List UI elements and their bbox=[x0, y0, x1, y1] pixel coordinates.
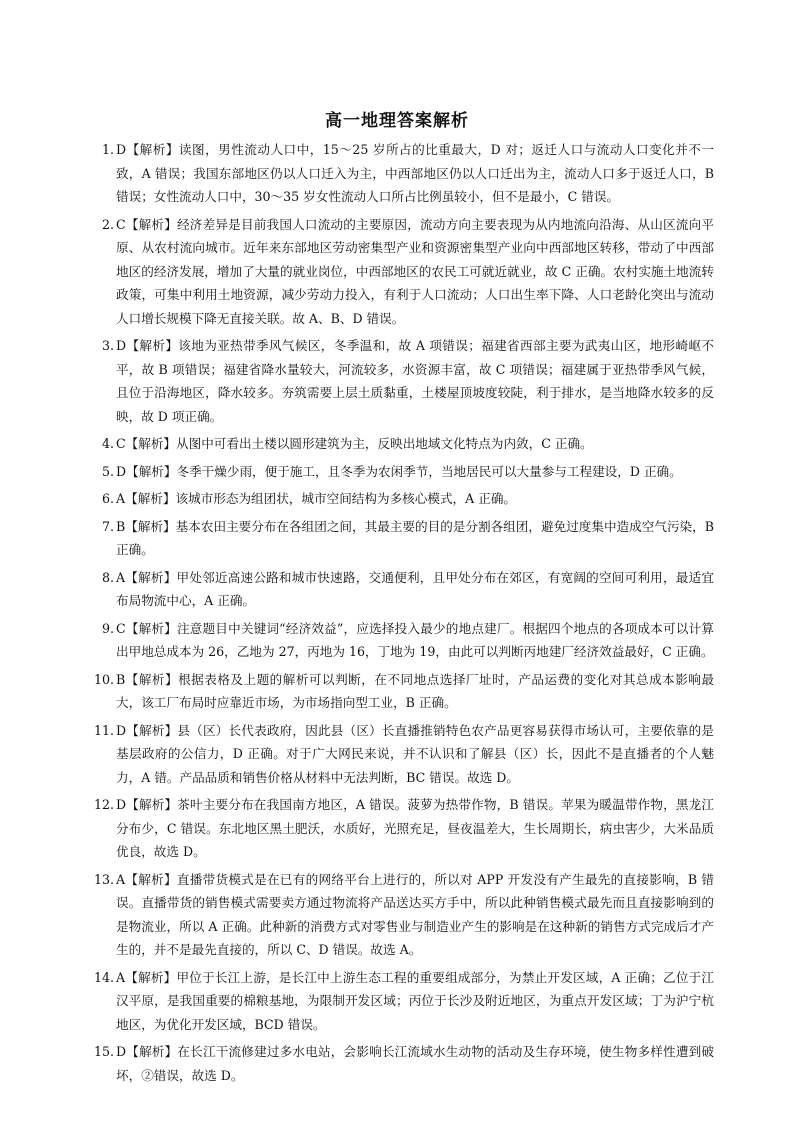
item-number: 15. bbox=[93, 1044, 114, 1059]
item-text: B【解析】根据表格及上题的解析可以判断，在不同地点选择厂址时，产品运费的变化对其总成本影响最大，该工厂布局时应靠近市场，为市场指向型工业，B 正确。 bbox=[116, 671, 714, 710]
item-number: 2. bbox=[101, 216, 114, 232]
item-text: D【解析】在长江干流修建过多水电站，会影响长江流域水生动物的活动及生存环境，使生物多样性遭到破坏，②错误，故选 D。 bbox=[116, 1044, 714, 1083]
item-number: 12. bbox=[93, 797, 114, 812]
answer-item-5 bbox=[84, 460, 714, 484]
answer-item-10 bbox=[84, 668, 714, 715]
item-text: D【解析】该地为亚热带季风气候区，冬季温和，故 A 项错误；福建省西部主要为武夷山区，地形崎岖不平，故 B 项错误；福建省降水量较大，河流较多，水资源丰富，故 C 项错误；福建属于亚热带季风气候，且位于沿海地区，降水较多。夯筑需要上层土质黏重，土楼屋顶坡度较陡，利于排水，是当地降水较多的反映，故 D 项正确。 bbox=[116, 338, 714, 424]
answer-item-12 bbox=[84, 793, 714, 864]
item-text: D【解析】茶叶主要分布在我国南方地区，A 错误。菠萝为热带作物，B 错误。苹果为暖温带作物，黑龙江分布少，C 错误。东北地区黑土肥沃，水质好，光照充足，昼夜温差大，生长周期长，病虫害少，大米品质优良，故选 D。 bbox=[116, 797, 714, 859]
answer-item-8 bbox=[84, 566, 714, 613]
page-title: 高一地理答案解析 bbox=[325, 111, 469, 131]
answer-item-9 bbox=[84, 617, 714, 664]
item-number: 7. bbox=[101, 518, 114, 534]
answer-item-7 bbox=[84, 515, 714, 562]
item-text: A【解析】直播带货模式是在已有的网络平台上进行的，所以对 APP 开发没有产生最先的直接影响，B 错误。直播带货的销售模式需要卖方通过物流将产品送达买方手中，所以此种销售模式最先而且直接影响到的是物流业，所以 A 正确。此种新的消费方式对零售业与制造业产生的影响是在这种新的销售方式完成后才产生的，并不是最先直接的，所以 C、D 错误。故选 A。 bbox=[116, 871, 714, 957]
item-text: C【解析】经济差异是目前我国人口流动的主要原因，流动方向主要表现为从内地流向沿海、从山区流向平原、从农村流向城市。近年来东部地区劳动密集型产业和资源密集型产业向中西部地区转移，带动了中西部地区的经济发展，增加了大量的就业岗位，中西部地区的农民工可就近就业，故 C 正确。农村实施土地流转政策，可集中利用土地资源，减少劳动力投入，有利于人口流动；人口出生率下降、人口老龄化突出与流动人口增长规模下降无直接关联。故 A、B、D 错误。 bbox=[116, 216, 714, 326]
item-number: 8. bbox=[101, 569, 114, 585]
item-number: 14. bbox=[93, 969, 114, 985]
answer-item-11 bbox=[84, 719, 714, 790]
item-text: D【解析】县（区）长代表政府，因此县（区）长直播推销特色农产品更容易获得市场认可，主要依靠的是基层政府的公信力，D 正确。对于广大网民来说，并不认识和了解县（区）长，因此不是直播者的个人魅力，A 错。产品品质和销售价格从材料中无法判断，BC 错误。故选 D。 bbox=[116, 722, 714, 785]
item-number: 11. bbox=[93, 722, 114, 738]
item-text: A【解析】甲处邻近高速公路和城市快速路，交通便利，且甲处分布在郊区，有宽阔的空间可利用，最适宜布局物流中心，A 正确。 bbox=[116, 569, 714, 608]
item-number: 9. bbox=[101, 620, 114, 636]
item-number: 1. bbox=[101, 142, 114, 157]
item-text: B【解析】基本农田主要分布在各组团之间，其最主要的目的是分割各组团，避免过度集中造成空气污染，B 正确。 bbox=[116, 518, 714, 557]
answer-item-4 bbox=[84, 432, 714, 456]
item-number: 5. bbox=[101, 463, 114, 479]
item-text: D【解析】冬季干燥少雨，便于施工，且冬季为农闲季节，当地居民可以大量参与工程建设，D 正确。 bbox=[116, 463, 682, 479]
item-text: A【解析】该城市形态为组团状，城市空间结构为多核心模式，A 正确。 bbox=[116, 491, 517, 506]
item-number: 4. bbox=[101, 436, 114, 451]
item-number: 6. bbox=[101, 491, 114, 506]
item-text: D【解析】读图，男性流动人口中，15～25 岁所占的比重最大，D 对；返迁人口与流动人口变化并不一致，A 错误；我国东部地区仍以人口迁入为主，中西部地区仍以人口迁出为主，流动人口多于返迁人口，B 错误；女性流动人口中，30～35 岁女性流动人口所占比例虽较小，但不是最小，C 错误。 bbox=[116, 142, 714, 204]
answer-item-13 bbox=[84, 868, 714, 962]
item-text: A【解析】甲位于长江上游，是长江中上游生态工程的重要组成部分，为禁止开发区域，A 正确；乙位于江汉平原，是我国重要的棉粮基地，为限制开发区域；丙位于长沙及附近地区，为重点开发区域；丁为沪宁杭地区，为优化开发区域，BCD 错误。 bbox=[116, 969, 714, 1032]
item-text: C【解析】从图中可看出土楼以圆形建筑为主，反映出地域文化特点为内敛，C 正确。 bbox=[116, 436, 593, 451]
answer-item-14 bbox=[84, 966, 714, 1037]
answer-item-3 bbox=[84, 334, 714, 428]
item-number: 13. bbox=[93, 871, 114, 887]
answer-item-1 bbox=[84, 138, 714, 209]
answer-item-6 bbox=[84, 487, 714, 511]
item-number: 10. bbox=[93, 671, 114, 687]
item-number: 3. bbox=[101, 338, 114, 353]
item-text: C【解析】注意题目中关键词“经济效益”，应选择投入最少的地点建厂。根据四个地点的各项成本可以计算出甲地总成本为 26，乙地为 27，丙地为 16，丁地为 19，由此可以判断丙地建厂经济效益最好，C 正确。 bbox=[116, 620, 714, 659]
answer-item-2 bbox=[84, 213, 714, 331]
answer-list bbox=[84, 138, 714, 1091]
answer-item-15 bbox=[84, 1040, 714, 1087]
